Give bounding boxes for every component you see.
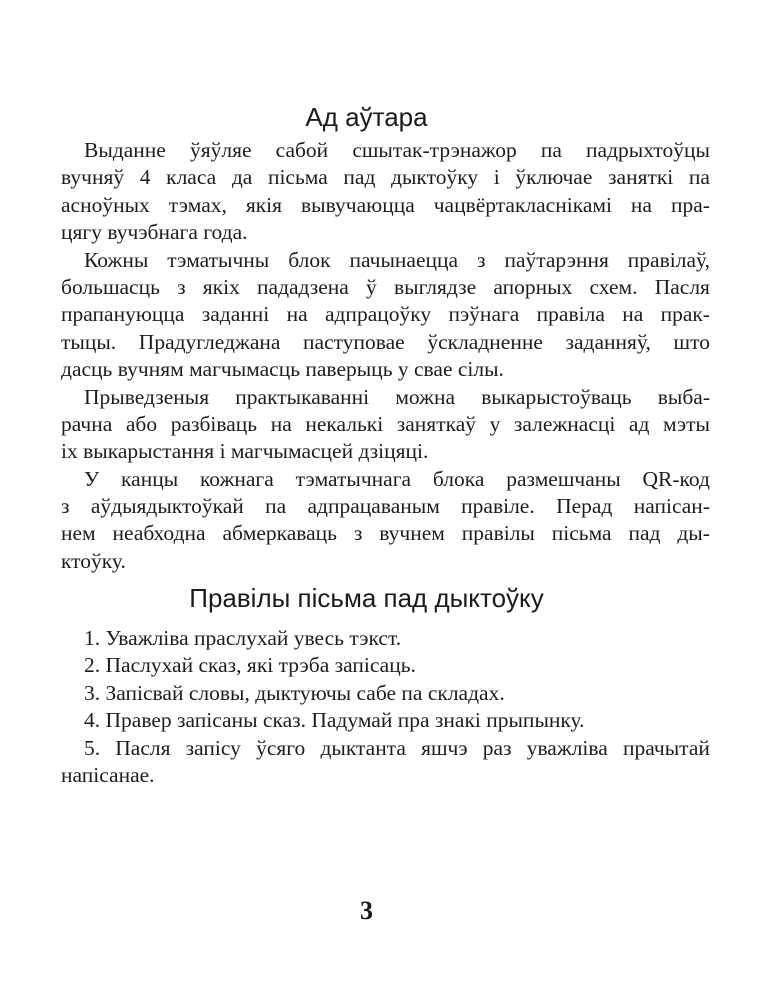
text-line: іх выкарыстання і магчымасцей дзіцяці. [61,439,429,464]
text-line: большасць з якіх пададзена ў выглядзе апорных схем. Пасля [61,274,710,299]
text-line: ктоўку. [61,548,126,573]
text-line: прапануюцца заданні на адпрацоўку пэўнага правіла на прак- [61,302,710,327]
text-line: дасць вучням магчымасць паверыць у свае сілы. [61,357,504,382]
text-line: Кожны тэматычны блок пачынаецца з паўтарэння правілаў, [84,247,710,272]
paragraph [61,466,710,576]
text-line: Выданне ўяўляе сабой сшытак-трэнажор па падрыхтоўцы [84,138,710,162]
paragraph [61,247,710,384]
text-line: рачна або разбіваць на некалькі заняткаў у залежнасці ад мэты [61,411,710,436]
rule-line: 4. Правер запісаны сказ. Падумай пра знакі прыпынку. [84,708,585,733]
author-foreword [61,137,710,575]
text-line: тыцы. Прадугледжана паступовае ўскладненне заданняў, што [61,329,710,354]
section-subtitle: Правілы пісьма пад дыктоўку [189,583,544,613]
text-line: асноўных тэмах, якія вывучаюцца чацвёртакласнікамі на пра- [61,192,710,217]
page-title: Ад аўтара [305,102,428,132]
rule-line: 5. Пасля запісу ўсяго дыктанта яшчэ раз уважліва прачытай [84,735,710,760]
page-number: 3 [360,896,373,925]
paragraph [61,384,710,466]
paragraph [61,137,710,247]
rule-line: 2. Паслухай сказ, які трэба запісаць. [84,653,416,678]
text-line: з аўдыядыктоўкай па адпрацаваным правіле. Перад напісан- [61,494,710,519]
text-line: цягу вучэбнага года. [61,220,248,245]
text-line: Прыведзеныя практыкаванні можна выкарыстоўваць выба- [84,384,710,409]
text-line: нем неабходна абмеркаваць з вучнем правілы пісьма пад ды- [61,521,710,546]
rule-line: 3. Запісвай словы, дыктуючы сабе па складах. [84,680,505,705]
text-line: вучняў 4 класа да пісьма пад дыктоўку і ўключае заняткі па [61,165,710,190]
text-line: У канцы кожнага тэматычнага блока размешчаны QR-код [84,466,710,491]
rule-line: 1. Уважліва праслухай увесь тэкст. [84,626,402,650]
rule-line: напісанае. [61,762,155,787]
dictation-rules-list [61,625,710,789]
